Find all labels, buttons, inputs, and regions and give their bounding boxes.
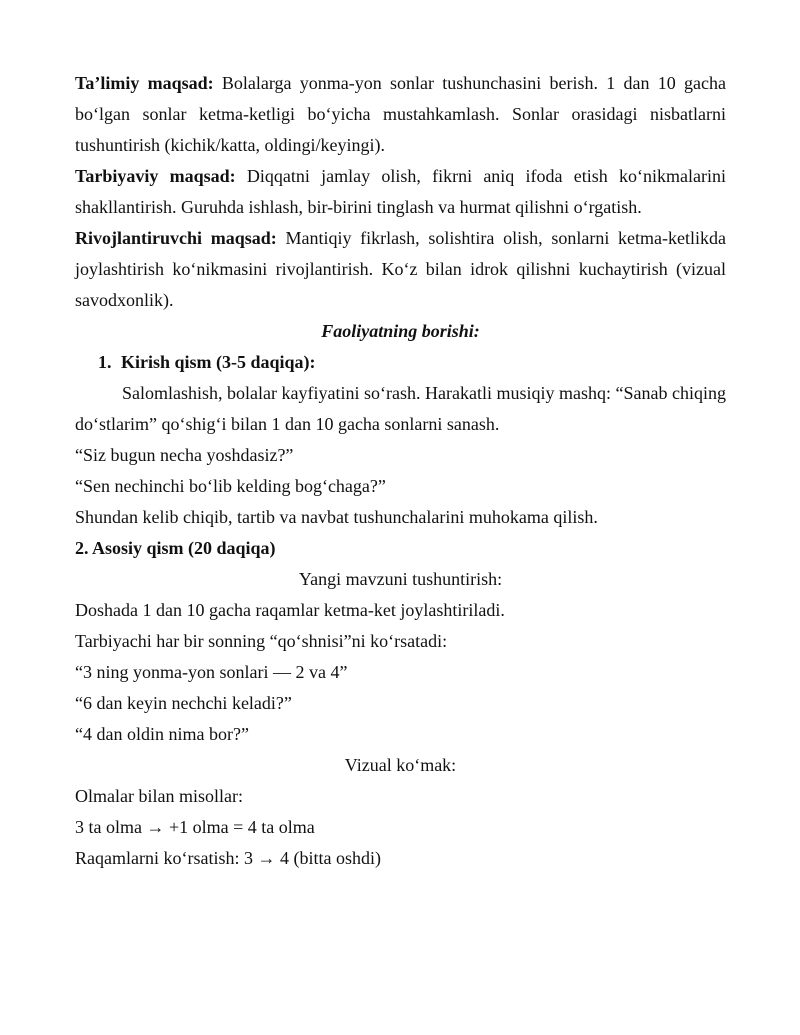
tarbiyaviy-goal-paragraph [75,161,726,223]
section2-line: Doshada 1 dan 10 gacha raqamlar ketma-ket joylashtiriladi. [75,600,505,620]
section2-heading: 2. Asosiy qism (20 daqiqa) [75,538,276,558]
section2-line: Olmalar bilan misollar: [75,786,243,806]
talimiy-goal-text: Bolalarga yonma-yon sonlar tushunchasini berish. 1 dan 10 gacha bo‘lgan sonlar ketma-ketligi bo‘yicha mustahkamlash. Sonlar orasidagi nisbatlarni tushuntirish (kichik/katta, oldingi/keyingi). [75,73,727,155]
section1-question2: “Sen nechinchi bo‘lib kelding bog‘chaga?” [75,476,386,496]
section1-paragraph: Salomlashish, bolalar kayfiyatini so‘rash. Harakatli musiqiy mashq: “Sanab chiqing do‘stlarim” qo‘shig‘i bilan 1 dan 10 gacha sonlarni sanash. [75,383,726,434]
section1-conclusion: Shundan kelib chiqib, tartib va navbat tushunchalarini muhokama qilish. [75,507,598,527]
tarbiyaviy-goal-text: Diqqatni jamlay olish, fikrni aniq ifoda etish ko‘nikmalarini shakllantirish. Guruhda ishlash, bir-birini tinglash va hurmat qilishni o‘rgatish. [75,166,726,217]
section1-question1: “Siz bugun necha yoshdasiz?” [75,445,294,465]
section2-line: “4 dan oldin nima bor?” [75,724,249,744]
section2-line: “6 dan keyin nechchi keladi?” [75,693,292,713]
section1-number: 1. [98,352,112,372]
section1-title: Kirish qism (3-5 daqiqa): [121,352,316,372]
tarbiyaviy-goal-label: Tarbiyaviy maqsad: [75,166,236,186]
section2-subheading-visual: Vizual ko‘mak: [344,755,457,775]
rivojlantiruvchi-goal-label: Rivojlantiruvchi maqsad: [75,228,277,248]
rivojlantiruvchi-goal-text: Mantiqiy fikrlash, solishtira olish, sonlarni ketma-ketlikda joylashtirish ko‘nikmasini rivojlantirish. Ko‘z bilan idrok qilishni kuchaytirish (vizual savodxonlik). [75,228,726,310]
rivojlantiruvchi-goal-paragraph [75,223,726,316]
talimiy-goal-label: Ta’limiy maqsad: [75,73,214,93]
section2-line: 3 ta olma → +1 olma = 4 ta olma [75,817,315,837]
talimiy-goal-paragraph [75,68,726,161]
section2-line: Tarbiyachi har bir sonning “qo‘shnisi”ni ko‘rsatadi: [75,631,448,651]
section2-line: “3 ning yonma-yon sonlari — 2 va 4” [75,662,348,682]
activity-heading: Faoliyatning borishi: [321,321,480,341]
section2-line: Raqamlarni ko‘rsatish: 3 → 4 (bitta oshdi) [75,848,381,868]
section1-heading [75,347,726,378]
section2-subheading-explain: Yangi mavzuni tushuntirish: [298,569,503,589]
